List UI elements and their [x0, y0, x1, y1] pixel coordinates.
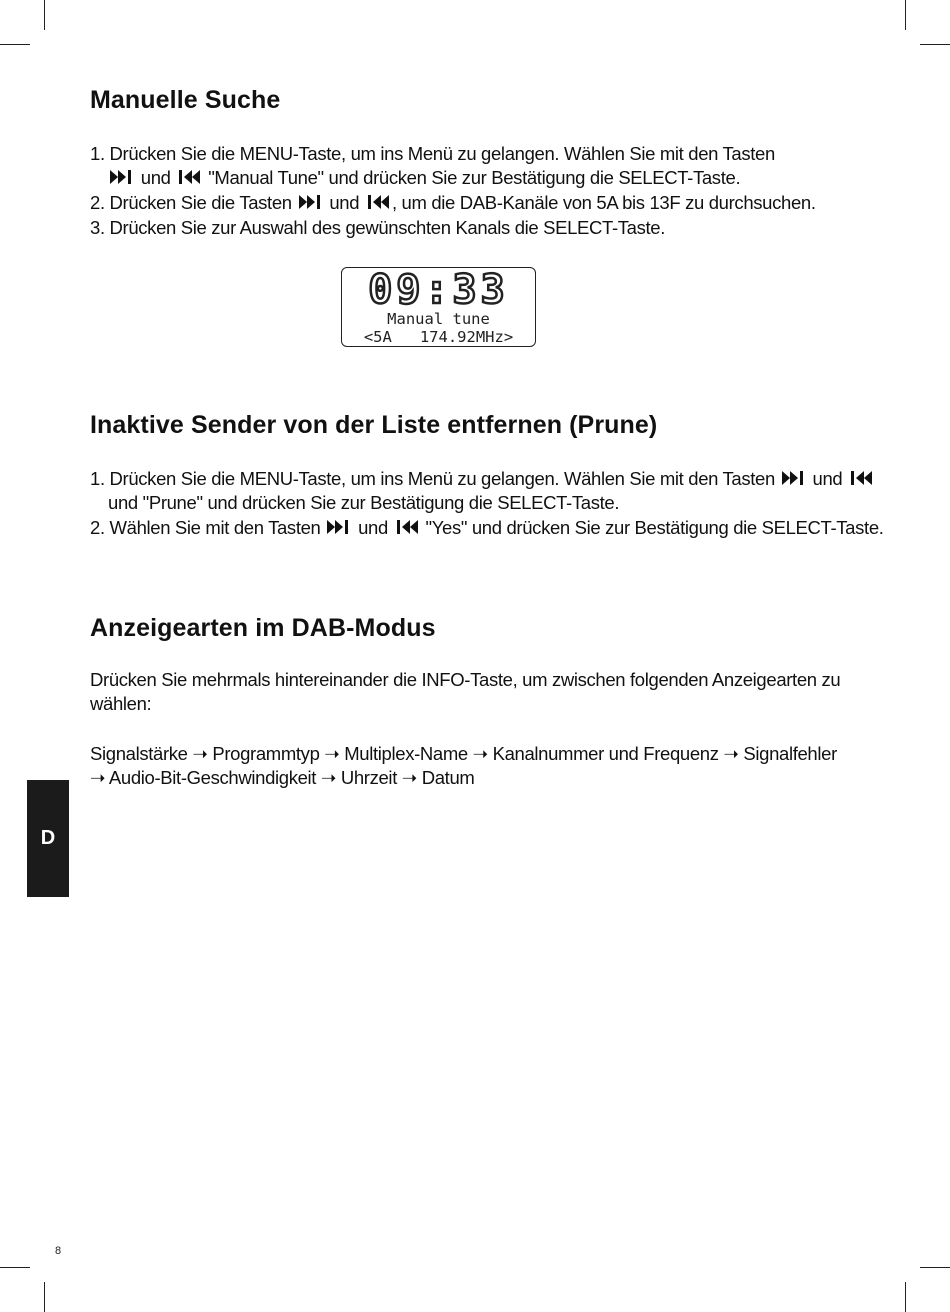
step-text: 2. Wählen Sie mit den Tasten — [90, 517, 321, 538]
lcd-line-2: <5A 174.92MHz> — [363, 328, 514, 346]
lcd-time: 09:33 — [368, 267, 509, 313]
skip-back-icon — [366, 192, 390, 216]
step-text: und — [329, 192, 360, 213]
skip-back-icon — [849, 468, 873, 492]
crop-mark — [0, 1267, 30, 1268]
step-text: 3. Drücken Sie zur Auswahl des gewünschten Kanals die SELECT-Taste. — [90, 217, 666, 238]
step-3 — [90, 216, 665, 240]
crop-mark — [44, 0, 45, 30]
skip-back-icon — [177, 167, 201, 191]
step-text: und — [358, 517, 388, 538]
section-heading-prune: Inaktive Sender von der Liste entfernen (Prune) — [90, 411, 658, 439]
step-text: 1. Drücken Sie die MENU-Taste, um ins Menü zu gelangen. Wählen Sie mit den Tasten — [90, 143, 775, 164]
skip-back-icon — [395, 517, 419, 541]
page-number: 8 — [55, 1245, 62, 1257]
step-text: , um die DAB-Kanäle von 5A bis 13F zu durchsuchen. — [391, 192, 816, 213]
crop-mark — [0, 44, 30, 45]
step-text: und — [140, 167, 171, 188]
crop-mark — [44, 1282, 45, 1312]
display-modes-intro-line-2: wählen: — [90, 693, 152, 714]
crop-mark — [905, 1282, 906, 1312]
prune-step-1-line-1 — [90, 467, 875, 492]
crop-mark — [920, 44, 950, 45]
display-modes-intro-line-1: Drücken Sie mehrmals hintereinander die INFO-Taste, um zwischen folgenden Anzeigearten zu — [90, 669, 841, 690]
display-modes-sequence-line-2: ➝ Audio-Bit-Geschwindigkeit ➝ Uhrzeit ➝ Datum — [90, 767, 475, 788]
skip-forward-icon — [299, 192, 323, 216]
skip-forward-icon — [327, 517, 351, 541]
step-text: und "Prune" und drücken Sie zur Bestätigung die SELECT-Taste. — [108, 492, 620, 513]
crop-mark — [905, 0, 906, 30]
section-heading-manual-search: Manuelle Suche — [90, 86, 281, 114]
step-text: "Yes" und drücken Sie zur Bestätigung die SELECT-Taste. — [425, 517, 884, 538]
display-modes-sequence-line-1: Signalstärke ➝ Programmtyp ➝ Multiplex-Name ➝ Kanalnummer und Frequenz ➝ Signalfehler — [90, 743, 837, 764]
lcd-display — [341, 267, 536, 347]
skip-forward-icon — [110, 167, 134, 191]
step-1-line-1 — [90, 142, 775, 166]
section-heading-display-modes: Anzeigearten im DAB-Modus — [90, 614, 436, 642]
step-text: 1. Drücken Sie die MENU-Taste, um ins Menü zu gelangen. Wählen Sie mit den Tasten — [90, 468, 775, 489]
skip-forward-icon — [782, 468, 806, 492]
language-tab: D — [27, 780, 69, 897]
step-1-line-2 — [108, 166, 740, 191]
step-text: und — [812, 468, 843, 489]
step-text: 2. Drücken Sie die Tasten — [90, 192, 292, 213]
step-2 — [90, 191, 816, 216]
lcd-line-1: Manual tune — [387, 310, 490, 328]
step-text: "Manual Tune" und drücken Sie zur Bestätigung die SELECT-Taste. — [208, 167, 741, 188]
prune-step-1-line-2 — [108, 491, 619, 515]
prune-step-2 — [90, 516, 884, 541]
crop-mark — [920, 1267, 950, 1268]
